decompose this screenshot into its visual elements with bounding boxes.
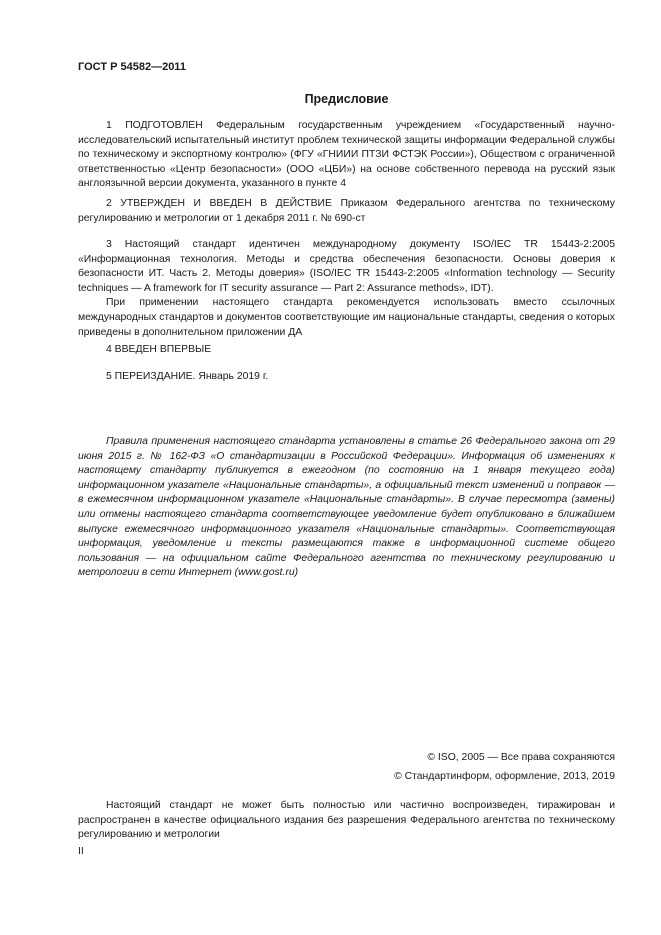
preface-item-5-text: 5 ПЕРЕИЗДАНИЕ. Январь 2019 г. xyxy=(106,371,269,382)
reproduction-notice xyxy=(78,799,615,843)
preface-item-3 xyxy=(78,238,615,340)
preface-item-1 xyxy=(78,119,615,192)
preface-item-2-text: 2 УТВЕРЖДЕН И ВВЕДЕН В ДЕЙСТВИЕ Приказом Федерального агентства по техническому регулированию и метрологии от 1 декабря 2011 г. № 690-ст xyxy=(78,198,615,224)
preface-item-1-text: 1 ПОДГОТОВЛЕН Федеральным государственным учреждением «Государственный научно-исследовательский испытательный институт проблем технической защиты информации Федеральной службы по техническому и экспортному контролю» (ФГУ «ГНИИИ ПТЗИ ФСТЭК России»), Обществом с ограниченной ответственностью «Центр безопасности» (ООО «ЦБИ») на основе собственного перевода на русский язык англоязычной версии документа, указанного в пункте 4 xyxy=(78,120,615,190)
preface-item-4 xyxy=(78,343,615,358)
preface-item-4-text: 4 ВВЕДЕН ВПЕРВЫЕ xyxy=(106,344,212,355)
reproduction-notice-text: Настоящий стандарт не может быть полностью или частично воспроизведен, тиражирован и распространен в качестве официального издания без разрешения Федерального агентства по техническому регулированию и метрологии xyxy=(78,800,615,841)
copyright-standartinform: © Стандартинформ, оформление, 2013, 2019 xyxy=(394,771,615,782)
document-code-header: ГОСТ Р 54582—2011 xyxy=(78,61,186,73)
application-rules-notice-text: Правила применения настоящего стандарта установлены в статье 26 Федерального закона от 29 июня 2015 г. № 162-ФЗ «О стандартизации в Российской Федерации». Информация об изменениях к настоящему стандарту публикуется в ежегодном (по состоянию на 1 января текущего года) информационном указателе «Национальные стандарты», а официальный текст изменений и поправок — в ежемесячном информационном указателе «Национальные стандарты». В случае пересмотра (замены) или отмены настоящего стандарта соответствующее уведомление будет опубликовано в ближайшем выпуске ежемесячного информационного указателя «Национальные стандарты». Соответствующая информация, уведомление и тексты размещаются также в информационной системе общего пользования — на официальном сайте Федерального агентства по техническому регулированию и метрологии в сети Интернет (www.gost.ru) xyxy=(78,436,615,579)
preface-item-5 xyxy=(78,370,615,385)
preface-item-2 xyxy=(78,197,615,226)
page-number: II xyxy=(78,846,84,857)
preface-item-3-note: При применении настоящего стандарта рекомендуется использовать вместо ссылочных международных стандартов и документов соответствующие им национальные стандарты, сведения о которых приведены в дополнительном приложении ДА xyxy=(78,297,615,338)
application-rules-notice xyxy=(78,435,615,581)
copyright-iso: © ISO, 2005 — Все права сохраняются xyxy=(427,752,615,763)
page-title: Предисловие xyxy=(304,92,389,106)
preface-item-3-text: 3 Настоящий стандарт идентичен международному документу ISO/IEC TR 15443-2:2005 «Информационная технология. Методы и средства обеспечения безопасности. Основы доверия к безопасности ИТ. Часть 2. Методы доверия» (ISO/IEC TR 15443-2:2005 «Information technology — Security techniques — A framework for IT security assurance — Part 2: Assurance methods», IDT). xyxy=(78,239,615,294)
